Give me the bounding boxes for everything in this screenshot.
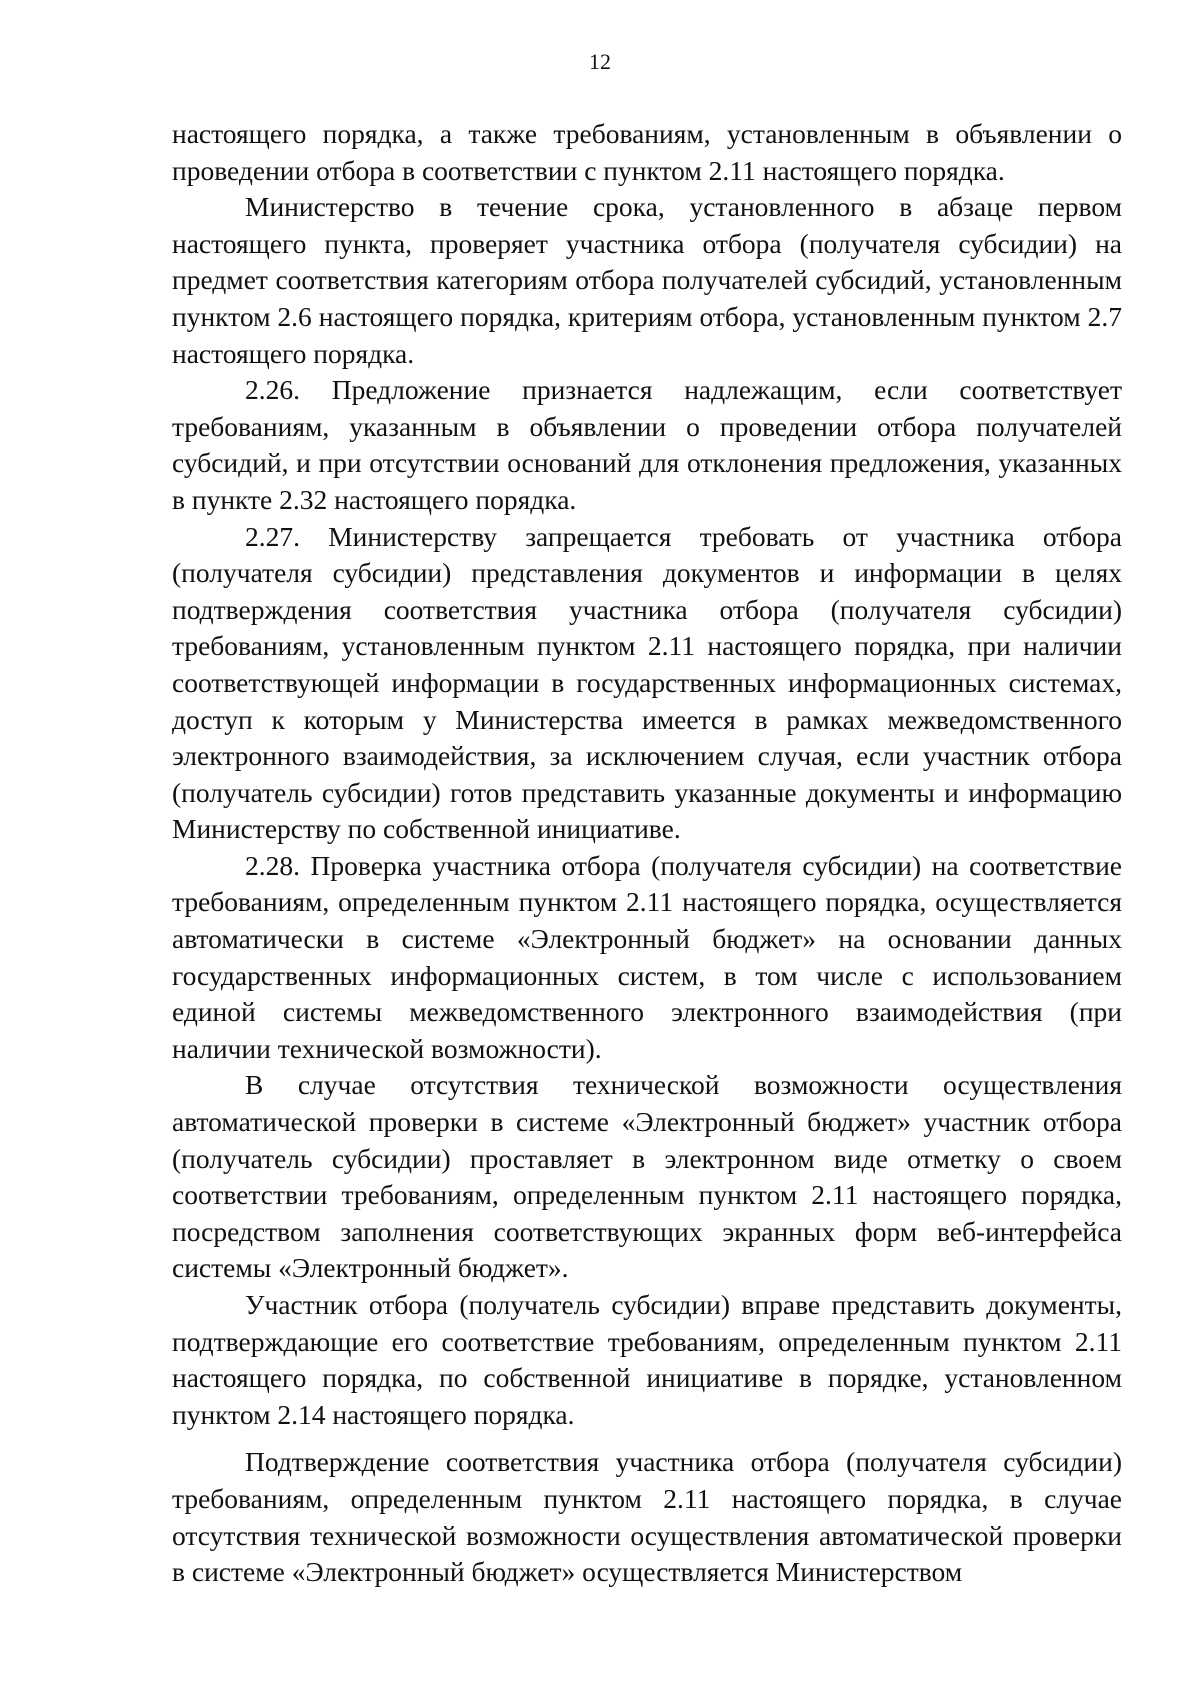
paragraph-confirmation: Подтверждение соответствия участника отбора (получателя субсидии) требованиям, определенным пунктом 2.11 настоящего порядка, в случае отсутствия технической возможности осуществления автоматической проверки в системе «Электронный бюджет» осуществляется Министерством — [172, 1446, 1122, 1588]
paragraph-ministry-check: Министерство в течение срока, установленного в абзаце первом настоящего пункта, проверяет участника отбора (получателя субсидии) на предмет соответствия категориям отбора получателей субсидий, установленным пунктом 2.6 настоящего порядка, критериям отбора, установленным пунктом 2.7 настоящего порядка. — [172, 191, 1122, 369]
paragraph-no-technical-possibility: В случае отсутствия технической возможности осуществления автоматической проверки в системе «Электронный бюджет» участник отбора (получатель субсидии) проставляет в электронном виде отметку о своем соответствии требованиям, определенным пунктом 2.11 настоящего порядка, посредством заполнения соответствующих экранных форм веб-интерфейса системы «Электронный бюджет». — [172, 1069, 1122, 1284]
paragraph-2-28: 2.28. Проверка участника отбора (получателя субсидии) на соответствие требованиям, определенным пунктом 2.11 настоящего порядка, осуществляется автоматически в системе «Электронный бюджет» на основании данных государственных информационных систем, в том числе с использованием единой системы межведомственного электронного взаимодействия (при наличии технической возможности). — [172, 849, 1122, 1064]
paragraph-2-27: 2.27. Министерству запрещается требовать от участника отбора (получателя субсидии) представления документов и информации в целях подтверждения соответствия участника отбора (получателя субсидии) требованиям, установленным пунктом 2.11 настоящего порядка, при наличии соответствующей информации в государственных информационных системах, доступ к которым у Министерства имеется в рамках межведомственного электронного взаимодействия, за исключением случая, если участник отбора (получатель субсидии) готов представить указанные документы и информацию Министерству по собственной инициативе. — [172, 520, 1122, 845]
paragraph-2-26: 2.26. Предложение признается надлежащим, если соответствует требованиям, указанным в объявлении о проведении отбора получателей субсидий, и при отсутствии оснований для отклонения предложения, указанных в пункте 2.32 настоящего порядка. — [172, 374, 1122, 515]
paragraph-own-initiative: Участник отбора (получатель субсидии) вправе представить документы, подтверждающие его соответствие требованиям, определенным пунктом 2.11 настоящего порядка, по собственной инициативе в порядке, установленном пунктом 2.14 настоящего порядка. — [172, 1289, 1122, 1430]
document-body — [172, 116, 1122, 1591]
page-number: 12 — [589, 49, 611, 74]
paragraph-continuation: настоящего порядка, а также требованиям, установленным в объявлении о проведении отбора в соответствии с пунктом 2.11 настоящего порядка. — [172, 118, 1122, 186]
